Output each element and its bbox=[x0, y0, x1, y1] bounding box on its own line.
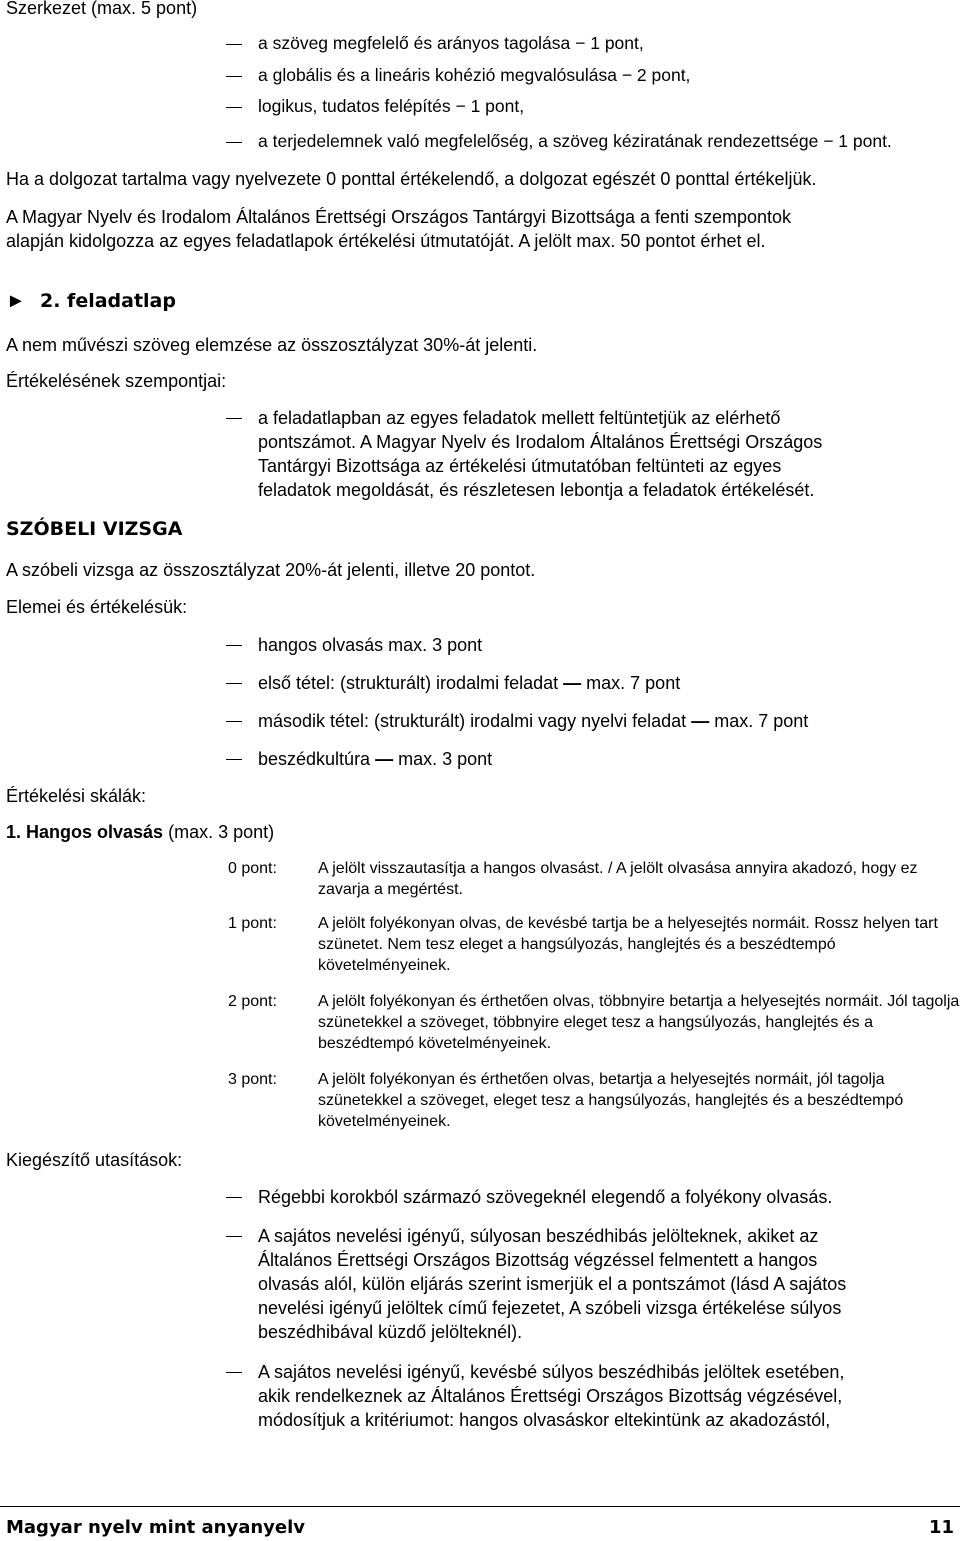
footer-title: Magyar nyelv mint anyanyelv bbox=[6, 1517, 306, 1538]
elements-label: Elemei és értékelésük: bbox=[6, 597, 188, 617]
list-item-line: Általános Érettségi Országos Bizottság végzéssel felmentett a hangos bbox=[258, 1250, 818, 1270]
element-name: hangos olvasás bbox=[258, 635, 384, 655]
dash-bullet bbox=[226, 76, 242, 77]
dash-bullet bbox=[226, 645, 242, 646]
score-label: 0 pont: bbox=[228, 860, 277, 877]
score-row bbox=[228, 858, 958, 902]
list-item-line: módosítjuk a kritériumot: hangos olvasáskor eltekintünk az akadozástól, bbox=[258, 1410, 831, 1430]
list-item: a globális és a lineáris kohézió megvalósulása − 2 pont, bbox=[258, 65, 691, 85]
criteria-line: pontszámot. A Magyar Nyelv és Irodalom Általános Érettségi Országos bbox=[258, 432, 823, 452]
task2-share: A nem művészi szöveg elemzése az összosztályzat 30%-át jelenti. bbox=[6, 335, 538, 355]
list-item bbox=[258, 671, 680, 695]
score-description: A jelölt visszautasítja a hangos olvasást. / A jelölt olvasása annyira akadozó, hogy ez zavarja a megértést. bbox=[318, 860, 918, 898]
list-item-line: beszédhibával küzdő jelölteknél). bbox=[258, 1322, 523, 1342]
score-description: A jelölt folyékonyan és érthetően olvas, többnyire betartja a helyesejtés normáit. Jól tagolja szünetekkel a szöveget, többnyire eleget tesz a hangsúlyozás, hanglejtés és a beszédtempó követelményeinek. bbox=[318, 993, 960, 1052]
list-item: a szöveg megfelelő és arányos tagolása − 1 pont, bbox=[258, 33, 644, 53]
oral-share: A szóbeli vizsga az összosztályzat 20%-át jelenti, illetve 20 pontot. bbox=[6, 560, 536, 580]
task2-heading: 2. feladatlap bbox=[40, 290, 176, 312]
list-item-line: A sajátos nevelési igényű, kevésbé súlyos beszédhibás jelöltek esetében, bbox=[258, 1362, 845, 1382]
em-dash: — bbox=[691, 711, 710, 731]
em-dash: — bbox=[375, 749, 394, 769]
dash-bullet bbox=[226, 759, 242, 760]
score-label: 1 pont: bbox=[228, 915, 277, 932]
list-item: a terjedelemnek való megfelelőség, a szöveg kéziratának rendezettsége − 1 pont. bbox=[258, 131, 892, 151]
reading-heading-title: 1. Hangos olvasás bbox=[6, 822, 164, 842]
structure-heading: Szerkezet (max. 5 pont) bbox=[6, 0, 198, 18]
list-item: logikus, tudatos felépítés − 1 pont, bbox=[258, 96, 525, 116]
dash-bullet bbox=[226, 1197, 242, 1198]
criteria-line: Tantárgyi Bizottsága az értékelési útmutatóban feltünteti az egyes bbox=[258, 456, 782, 476]
score-label: 2 pont: bbox=[228, 993, 277, 1010]
score-label: 3 pont: bbox=[228, 1071, 277, 1088]
list-item: Régebbi korokból származó szövegeknél elegendő a folyékony olvasás. bbox=[258, 1187, 833, 1207]
list-item bbox=[258, 633, 482, 657]
score-description: A jelölt folyékonyan és érthetően olvas, betartja a helyesejtés normáit, jól tagolja szünetekkel a szöveget, eleget tesz a hangsúlyozás, hanglejtés és a beszédtempó követelményeinek. bbox=[318, 1071, 904, 1130]
score-row bbox=[228, 913, 958, 979]
arrow-marker-icon: ► bbox=[6, 290, 26, 312]
reading-heading bbox=[6, 820, 274, 844]
score-row bbox=[228, 991, 958, 1057]
element-name: első tétel: (strukturált) irodalmi feladat bbox=[258, 673, 559, 693]
scales-label: Értékelési skálák: bbox=[6, 786, 147, 806]
list-item bbox=[258, 709, 808, 733]
page-number: 11 bbox=[928, 1517, 954, 1538]
list-item-line: akik rendelkeznek az Általános Érettségi Országos Bizottság végzésével, bbox=[258, 1386, 843, 1406]
footer-divider bbox=[0, 1506, 960, 1507]
committee-line: alapján kidolgozza az egyes feladatlapok értékelési útmutatóját. A jelölt max. 50 pontot érhet el. bbox=[6, 231, 766, 251]
element-score: max. 3 pont bbox=[398, 749, 493, 769]
zero-rule-text: Ha a dolgozat tartalma vagy nyelvezete 0 ponttal értékelendő, a dolgozat egészét 0 ponttal értékeljük. bbox=[6, 169, 817, 189]
score-description: A jelölt folyékonyan olvas, de kevésbé tartja be a helyesejtés normáit. Rossz helyen tart szünetet. Nem tesz eleget a hangsúlyozás, hanglejtés és a beszédtempó követelményeinek. bbox=[318, 915, 938, 974]
list-item-line: A sajátos nevelési igényű, súlyosan beszédhibás jelölteknek, akiket az bbox=[258, 1226, 819, 1246]
list-item-line: nevelési igényű jelöltek című fejezetet, A szóbeli vizsga értékelése súlyos bbox=[258, 1298, 842, 1318]
dash-bullet bbox=[226, 1372, 242, 1373]
dash-bullet bbox=[226, 1236, 242, 1237]
committee-line: A Magyar Nyelv és Irodalom Általános Érettségi Országos Tantárgyi Bizottsága a fenti szempontok bbox=[6, 207, 792, 227]
criteria-line: feladatok megoldását, és részletesen lebontja a feladatok értékelését. bbox=[258, 480, 815, 500]
score-row bbox=[228, 1069, 958, 1135]
dash-bullet bbox=[226, 418, 242, 419]
criteria-line: a feladatlapban az egyes feladatok mellett feltüntetjük az elérhető bbox=[258, 408, 781, 428]
list-item bbox=[258, 747, 492, 771]
reading-heading-max: (max. 3 pont) bbox=[163, 822, 275, 842]
em-dash: — bbox=[563, 673, 582, 693]
element-score: max. 7 pont bbox=[586, 673, 681, 693]
dash-bullet bbox=[226, 721, 242, 722]
dash-bullet bbox=[226, 142, 242, 143]
dash-bullet bbox=[226, 44, 242, 45]
supplement-label: Kiegészítő utasítások: bbox=[6, 1150, 183, 1170]
criteria-label: Értékelésének szempontjai: bbox=[6, 371, 227, 391]
element-name: beszédkultúra bbox=[258, 749, 371, 769]
list-item-line: olvasás alól, külön eljárás szerint ismerjük el a pontszámot (lásd A sajátos bbox=[258, 1274, 847, 1294]
element-name: második tétel: (strukturált) irodalmi vagy nyelvi feladat bbox=[258, 711, 687, 731]
dash-bullet bbox=[226, 107, 242, 108]
oral-heading: SZÓBELI VIZSGA bbox=[6, 518, 183, 540]
dash-bullet bbox=[226, 683, 242, 684]
element-score: max. 3 pont bbox=[388, 635, 483, 655]
element-score: max. 7 pont bbox=[714, 711, 809, 731]
